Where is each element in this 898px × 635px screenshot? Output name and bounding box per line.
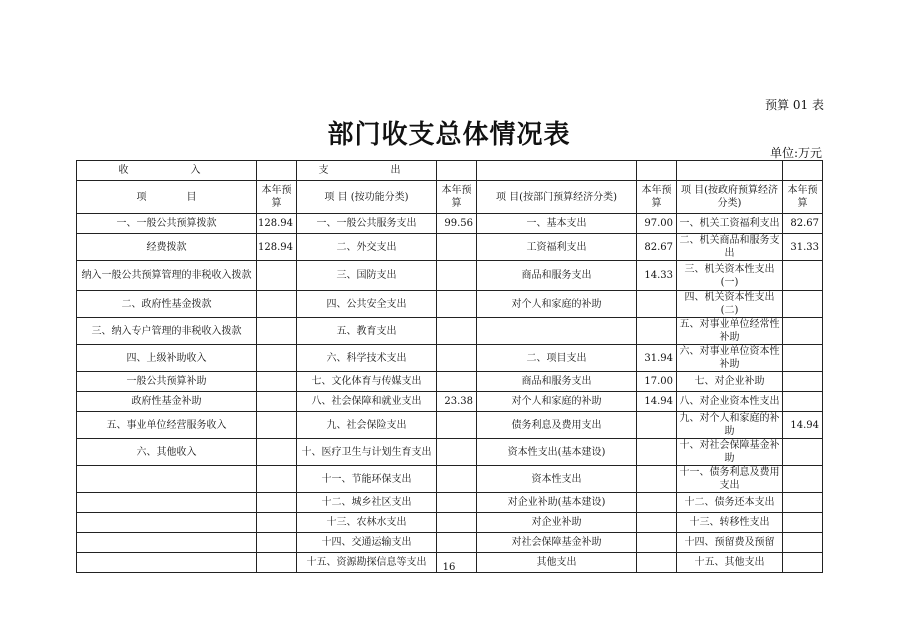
table-row [77,261,823,291]
item-cell: 债务利息及费用支出 [477,412,637,439]
column-header-row [77,181,823,214]
item-cell: 十五、其他支出 [677,553,783,573]
column-header: 项 目(按政府预算经济分类) [677,181,783,214]
item-cell [77,493,257,513]
item-cell: 四、机关资本性支出(二) [677,291,783,318]
item-cell: 政府性基金补助 [77,392,257,412]
item-cell: 八、社会保障和就业支出 [297,392,437,412]
budget-amount-cell: 99.56 [437,214,477,234]
item-cell: 一、基本支出 [477,214,637,234]
budget-amount-cell: 14.94 [637,392,677,412]
budget-amount-cell: 17.00 [637,372,677,392]
item-cell: 十、对社会保障基金补助 [677,439,783,466]
budget-amount-cell [437,318,477,345]
item-cell: 资本性支出 [477,466,637,493]
item-cell: 二、项目支出 [477,345,637,372]
budget-amount-cell [437,345,477,372]
column-header: 项 目 (按功能分类) [297,181,437,214]
item-cell: 一、一般公共预算拨款 [77,214,257,234]
column-header: 项 目 [77,181,257,214]
budget-amount-cell [257,261,297,291]
budget-amount-cell [637,439,677,466]
budget-amount-cell [637,412,677,439]
item-cell: 十四、预留费及预留 [677,533,783,553]
table-row [77,493,823,513]
item-cell: 七、文化体育与传媒支出 [297,372,437,392]
budget-amount-cell [783,493,823,513]
budget-amount-cell [437,291,477,318]
budget-amount-cell [257,318,297,345]
item-cell: 对企业补助(基本建设) [477,493,637,513]
item-cell [77,466,257,493]
budget-amount-cell [257,466,297,493]
budget-amount-cell [437,234,477,261]
item-cell: 八、对企业资本性支出 [677,392,783,412]
budget-amount-cell [637,291,677,318]
budget-amount-cell [783,439,823,466]
item-cell: 九、对个人和家庭的补助 [677,412,783,439]
table-row [77,513,823,533]
page-title: 部门收支总体情况表 [327,120,571,150]
expenditure-group-header: 支 出 [297,161,437,181]
budget-amount-cell: 82.67 [637,234,677,261]
column-header: 项 目(按部门预算经济分类) [477,181,637,214]
column-header: 本年预算 [437,181,477,214]
budget-amount-cell [783,392,823,412]
item-cell: 十三、转移性支出 [677,513,783,533]
budget-amount-cell [257,392,297,412]
budget-amount-cell: 82.67 [783,214,823,234]
table-row [77,439,823,466]
budget-amount-cell [783,533,823,553]
table-row [77,372,823,392]
item-cell: 十三、农林水支出 [297,513,437,533]
item-cell [477,318,637,345]
item-cell: 六、科学技术支出 [297,345,437,372]
table-row [77,466,823,493]
budget-amount-cell [637,493,677,513]
column-header: 本年预算 [783,181,823,214]
item-cell: 对社会保障基金补助 [477,533,637,553]
column-header: 本年预算 [257,181,297,214]
item-cell: 四、公共安全支出 [297,291,437,318]
item-cell: 十二、城乡社区支出 [297,493,437,513]
budget-amount-cell [437,412,477,439]
item-cell: 十一、节能环保支出 [297,466,437,493]
budget-amount-cell [783,345,823,372]
item-cell [77,513,257,533]
income-group-header: 收 入 [77,161,257,181]
budget-amount-cell [783,466,823,493]
item-cell: 五、事业单位经营服务收入 [77,412,257,439]
budget-amount-cell [637,466,677,493]
budget-amount-cell [637,513,677,533]
item-cell: 一、一般公共服务支出 [297,214,437,234]
budget-amount-cell [257,513,297,533]
budget-amount-cell [437,372,477,392]
budget-amount-cell [437,493,477,513]
table-row [77,234,823,261]
item-cell: 十、医疗卫生与计划生育支出 [297,439,437,466]
item-cell: 其他支出 [477,553,637,573]
item-cell: 对个人和家庭的补助 [477,392,637,412]
item-cell: 四、上级补助收入 [77,345,257,372]
group-header-row [77,161,823,181]
page-number: 16 [442,562,456,573]
item-cell: 十五、资源勘探信息等支出 [297,553,437,573]
budget-amount-cell [257,291,297,318]
table-row [77,291,823,318]
item-cell: 商品和服务支出 [477,372,637,392]
budget-amount-cell: 23.38 [437,392,477,412]
budget-amount-cell [783,318,823,345]
budget-amount-cell [783,513,823,533]
budget-amount-cell: 97.00 [637,214,677,234]
item-cell: 十二、债务还本支出 [677,493,783,513]
budget-amount-cell [783,372,823,392]
item-cell: 三、机关资本性支出(一) [677,261,783,291]
item-cell: 二、外交支出 [297,234,437,261]
budget-amount-cell [257,439,297,466]
item-cell: 对个人和家庭的补助 [477,291,637,318]
budget-amount-cell [783,261,823,291]
budget-amount-cell: 31.94 [637,345,677,372]
item-cell: 工资福利支出 [477,234,637,261]
item-cell: 三、国防支出 [297,261,437,291]
item-cell: 七、对企业补助 [677,372,783,392]
table-row [77,412,823,439]
table-row [77,214,823,234]
item-cell: 对企业补助 [477,513,637,533]
item-cell: 一、机关工资福利支出 [677,214,783,234]
item-cell: 经费拨款 [77,234,257,261]
item-cell: 五、教育支出 [297,318,437,345]
budget-table [76,160,823,573]
budget-amount-cell [437,439,477,466]
budget-amount-cell [257,493,297,513]
budget-amount-cell [637,533,677,553]
item-cell: 三、纳入专户管理的非税收入拨款 [77,318,257,345]
item-cell: 二、机关商品和服务支出 [677,234,783,261]
budget-amount-cell [437,533,477,553]
unit-label: 单位:万元 [769,146,822,160]
budget-amount-cell [437,513,477,533]
budget-amount-cell [437,466,477,493]
item-cell: 二、政府性基金拨款 [77,291,257,318]
budget-amount-cell: 128.94 [257,214,297,234]
item-cell: 十一、债务利息及费用支出 [677,466,783,493]
item-cell: 资本性支出(基本建设) [477,439,637,466]
item-cell: 五、对事业单位经常性补助 [677,318,783,345]
table-row [77,345,823,372]
item-cell: 九、社会保险支出 [297,412,437,439]
table-row [77,533,823,553]
item-cell: 十四、交通运输支出 [297,533,437,553]
item-cell: 商品和服务支出 [477,261,637,291]
budget-amount-cell [257,345,297,372]
budget-amount-cell: 128.94 [257,234,297,261]
table-row [77,318,823,345]
table-code: 预算 01 表 [765,98,824,112]
item-cell [77,533,257,553]
budget-amount-cell: 31.33 [783,234,823,261]
item-cell: 六、其他收入 [77,439,257,466]
budget-amount-cell [257,412,297,439]
budget-amount-cell [783,291,823,318]
item-cell: 纳入一般公共预算管理的非税收入拨款 [77,261,257,291]
budget-amount-cell: 14.33 [637,261,677,291]
budget-amount-cell [257,533,297,553]
budget-amount-cell [257,372,297,392]
table-row [77,392,823,412]
column-header: 本年预算 [637,181,677,214]
item-cell: 一般公共预算补助 [77,372,257,392]
budget-amount-cell [637,318,677,345]
item-cell: 六、对事业单位资本性补助 [677,345,783,372]
budget-amount-cell: 14.94 [783,412,823,439]
budget-amount-cell [437,261,477,291]
